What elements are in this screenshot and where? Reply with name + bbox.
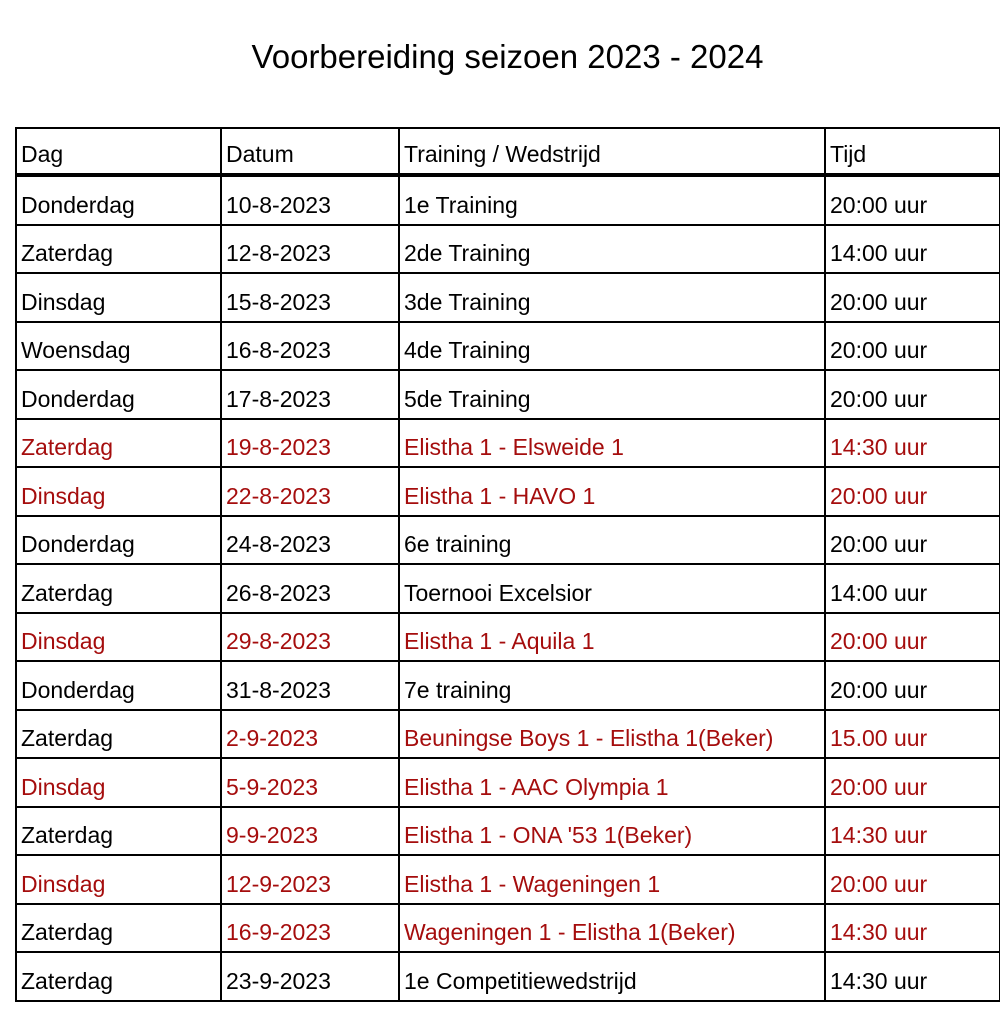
cell-tijd: 20:00 uur (825, 322, 1000, 371)
cell-tijd: 20:00 uur (825, 467, 1000, 516)
cell-datum: 19-8-2023 (221, 419, 399, 468)
schedule-table (15, 127, 1000, 1002)
cell-dag: Zaterdag (16, 710, 221, 759)
cell-event: Elistha 1 - AAC Olympia 1 (399, 758, 825, 807)
cell-event: 1e Training (399, 175, 825, 225)
cell-datum: 5-9-2023 (221, 758, 399, 807)
cell-tijd: 20:00 uur (825, 613, 1000, 662)
cell-dag: Donderdag (16, 516, 221, 565)
cell-datum: 15-8-2023 (221, 273, 399, 322)
cell-dag: Dinsdag (16, 273, 221, 322)
cell-tijd: 20:00 uur (825, 370, 1000, 419)
cell-tijd: 14:00 uur (825, 225, 1000, 274)
table-row (16, 710, 1000, 759)
cell-dag: Donderdag (16, 175, 221, 225)
table-row (16, 564, 1000, 613)
cell-tijd: 20:00 uur (825, 516, 1000, 565)
cell-datum: 17-8-2023 (221, 370, 399, 419)
cell-event: Toernooi Excelsior (399, 564, 825, 613)
cell-datum: 12-8-2023 (221, 225, 399, 274)
cell-dag: Woensdag (16, 322, 221, 371)
table-row (16, 952, 1000, 1001)
table-row (16, 904, 1000, 953)
table-row (16, 467, 1000, 516)
cell-event: 1e Competitiewedstrijd (399, 952, 825, 1001)
cell-dag: Zaterdag (16, 904, 221, 953)
cell-datum: 22-8-2023 (221, 467, 399, 516)
table-row (16, 758, 1000, 807)
cell-dag: Zaterdag (16, 807, 221, 856)
table-row (16, 370, 1000, 419)
header-datum: Datum (221, 128, 399, 175)
cell-tijd: 20:00 uur (825, 175, 1000, 225)
cell-tijd: 20:00 uur (825, 661, 1000, 710)
cell-event: 6e training (399, 516, 825, 565)
cell-tijd: 14:30 uur (825, 419, 1000, 468)
header-event: Training / Wedstrijd (399, 128, 825, 175)
cell-datum: 10-8-2023 (221, 175, 399, 225)
cell-dag: Donderdag (16, 370, 221, 419)
cell-tijd: 14:30 uur (825, 904, 1000, 953)
table-row (16, 516, 1000, 565)
table-body (16, 175, 1000, 1001)
cell-event: 4de Training (399, 322, 825, 371)
cell-tijd: 14:30 uur (825, 952, 1000, 1001)
table-row (16, 613, 1000, 662)
cell-datum: 12-9-2023 (221, 855, 399, 904)
cell-datum: 26-8-2023 (221, 564, 399, 613)
cell-event: Elistha 1 - Elsweide 1 (399, 419, 825, 468)
header-tijd: Tijd (825, 128, 1000, 175)
cell-dag: Dinsdag (16, 758, 221, 807)
cell-datum: 16-9-2023 (221, 904, 399, 953)
cell-dag: Donderdag (16, 661, 221, 710)
table-row (16, 661, 1000, 710)
cell-event: 2de Training (399, 225, 825, 274)
cell-dag: Zaterdag (16, 952, 221, 1001)
cell-event: Elistha 1 - Wageningen 1 (399, 855, 825, 904)
cell-datum: 29-8-2023 (221, 613, 399, 662)
cell-datum: 2-9-2023 (221, 710, 399, 759)
cell-dag: Dinsdag (16, 855, 221, 904)
cell-dag: Dinsdag (16, 467, 221, 516)
table-row (16, 322, 1000, 371)
table-row (16, 807, 1000, 856)
cell-event: Wageningen 1 - Elistha 1(Beker) (399, 904, 825, 953)
table-row (16, 419, 1000, 468)
cell-datum: 9-9-2023 (221, 807, 399, 856)
cell-tijd: 15.00 uur (825, 710, 1000, 759)
cell-event: Elistha 1 - Aquila 1 (399, 613, 825, 662)
cell-tijd: 14:30 uur (825, 807, 1000, 856)
table-row (16, 175, 1000, 225)
cell-datum: 16-8-2023 (221, 322, 399, 371)
cell-tijd: 14:00 uur (825, 564, 1000, 613)
table-row (16, 225, 1000, 274)
cell-datum: 23-9-2023 (221, 952, 399, 1001)
cell-dag: Zaterdag (16, 564, 221, 613)
page-title: Voorbereiding seizoen 2023 - 2024 (251, 38, 764, 75)
cell-datum: 31-8-2023 (221, 661, 399, 710)
table-row (16, 273, 1000, 322)
cell-event: Beuningse Boys 1 - Elistha 1(Beker) (399, 710, 825, 759)
cell-dag: Zaterdag (16, 225, 221, 274)
cell-event: Elistha 1 - ONA '53 1(Beker) (399, 807, 825, 856)
table-row (16, 855, 1000, 904)
cell-event: 3de Training (399, 273, 825, 322)
cell-event: 5de Training (399, 370, 825, 419)
cell-datum: 24-8-2023 (221, 516, 399, 565)
cell-dag: Dinsdag (16, 613, 221, 662)
cell-dag: Zaterdag (16, 419, 221, 468)
cell-tijd: 20:00 uur (825, 855, 1000, 904)
cell-tijd: 20:00 uur (825, 758, 1000, 807)
table-header-row (16, 128, 1000, 175)
cell-event: Elistha 1 - HAVO 1 (399, 467, 825, 516)
cell-event: 7e training (399, 661, 825, 710)
header-dag: Dag (16, 128, 221, 175)
cell-tijd: 20:00 uur (825, 273, 1000, 322)
